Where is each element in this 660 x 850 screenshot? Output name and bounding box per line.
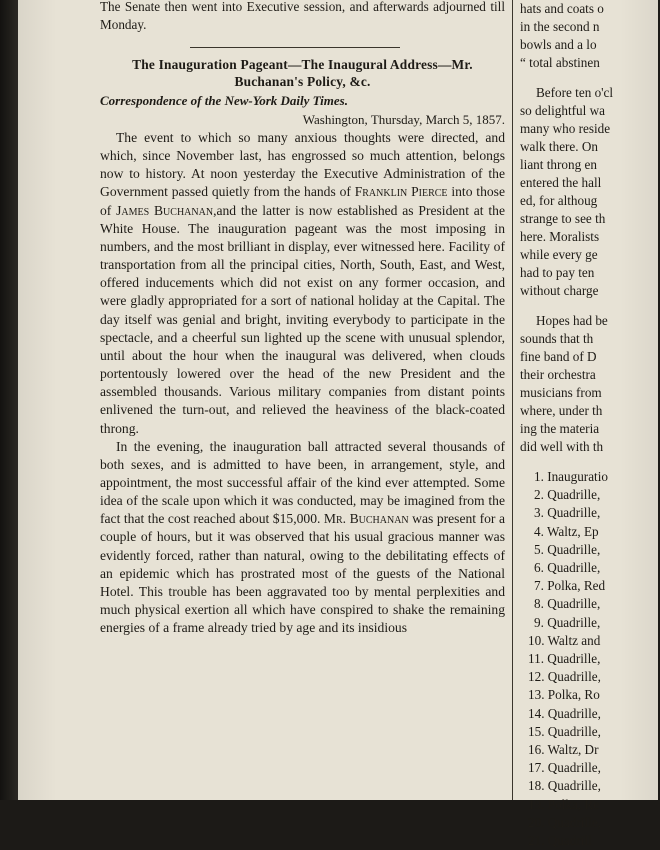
right-line: without charge [520,283,599,298]
right-block-low [520,312,660,456]
right-line: “ total abstinen [520,55,600,70]
right-block-top [520,0,660,72]
right-line: sounds that th [520,331,594,346]
list-item: 10. Waltz and [528,632,601,648]
list-item: 14. Quadrille, [528,705,601,721]
dateline: Washington, Thursday, March 5, 1857. [302,112,505,127]
right-column [520,0,660,849]
main-column [100,0,505,800]
list-item: 11. Quadrille, [528,651,601,667]
right-line: had to pay ten [520,265,595,280]
list-item: 15. Quadrille, [528,723,601,739]
list-item: 1. Inauguratio [534,469,608,484]
para2-text-b: was present for a couple of hours, but it was observed that his usual gracious manner was evidently forced, rather than natural, owing to the debilitating effects of an epidemic which has prostrated most of the guests of the National Hotel. This trouble has been aggravated too by mental perplexities and much physical exertion all which have conspired to shake the remaining energies of a frame already tried by age and its insidious [100,511,505,636]
right-line: many who reside [520,121,611,136]
para1-text-b: into those of [100,184,505,218]
para1-text-a: The event to which so many anxious thoughts were directed, and which, since November last, has engrossed so much attention, belongs now to history. At noon yesterday the Executive Administration of the Government passed quietly from the hands of [100,130,505,200]
name-mr-buchanan: Mr. Buchanan [323,511,409,527]
right-line: here. Moralists [520,229,600,244]
list-item: 4. Waltz, Ep [534,523,599,539]
list-item: 13. Polka, Ro [528,687,600,703]
right-line: while every ge [520,247,598,262]
section-divider [190,47,400,48]
right-line: entered the hall [520,175,602,190]
article-paragraph-2 [100,438,505,638]
list-item: 21. Quadrill [528,833,592,849]
list-item: 18. Quadrille, [528,778,601,794]
right-line: so delightful wa [520,103,605,118]
dance-program-list [520,468,660,850]
right-line: fine band of D [520,349,597,364]
right-line: ed, for althoug [520,193,598,208]
right-line: where, under th [520,403,603,418]
name-buchanan: James Buchanan [116,202,214,218]
correspondence-line: Correspondence of the New-York Daily Times. [100,93,348,108]
para1-text-c: ,and the latter is now established as President at the White House. The inauguration pageant was the most imposing in numbers, and the most brilliant in display, ever witnessed here. Facility of transportation from all the principal cities, North, South, East, and West, offered inducements which did not exist on any former occasion, and were gladly appropriated for a sort of national holiday at the Capital. The day itself was genial and bright, inviting everybody to participate in the spectacle, and a cheerful sun lighted up the scene with unusual splendor, until about the hour when the inaugural was delivered, when clouds portentously lowered over the head of the new President and the assembled thousands. Various military companies from distant points enlivened the turn-out, and relieved the heaviness of the black-coated throng. [100,202,505,436]
list-item: 8. Quadrille, [534,596,601,612]
right-line: Hopes had be [536,313,608,328]
list-item: 17. Quadrille, [528,760,601,776]
right-line: bowls and a lo [520,37,597,52]
column-rule [512,0,513,800]
right-line: strange to see th [520,211,606,226]
list-item: 7. Polka, Red [534,578,606,594]
right-line: Before ten o'cl [536,85,614,100]
right-line: in the second n [520,19,600,34]
right-line: ing the materia [520,421,600,436]
article-paragraph-1 [100,129,505,438]
list-item: 12. Quadrille, [528,669,601,685]
para2-text-a: In the evening, the inauguration ball attracted several thousands of both sexes, and is admitted to have been, in arrangement, style, and appointment, the most successful affair of the kind ever attempted. Some idea of the scale upon which it was conducted, may be imagined from the fact that the cost reached about $15,000. [100,438,505,527]
right-line: liant throng en [520,157,597,172]
list-item: 20. Quadrille, [528,814,601,830]
list-item: 3. Quadrille, [534,505,601,521]
list-item: 6. Quadrille, [534,560,601,576]
list-item: 16. Waltz, Dr [528,742,599,758]
right-line: musicians from [520,385,602,400]
list-item: 9. Quadrille, [534,614,601,630]
article-headline: The Inauguration Pageant—The Inaugural Address—Mr. Buchanan's Policy, &c. [132,57,473,89]
list-item: 19. Polka, Re [528,796,600,812]
right-line: walk there. On [520,139,598,154]
name-pierce: Franklin Pierce [354,184,448,200]
list-item: 2. Quadrille, [534,487,601,503]
list-item: 5. Quadrille, [534,541,601,557]
right-line: did well with th [520,439,604,454]
senate-paragraph: The Senate then went into Executive session, and afterwards adjourned till Monday. [100,0,505,32]
right-line: their orchestra [520,367,596,382]
right-line: hats and coats o [520,1,604,16]
right-block-mid [520,84,660,300]
